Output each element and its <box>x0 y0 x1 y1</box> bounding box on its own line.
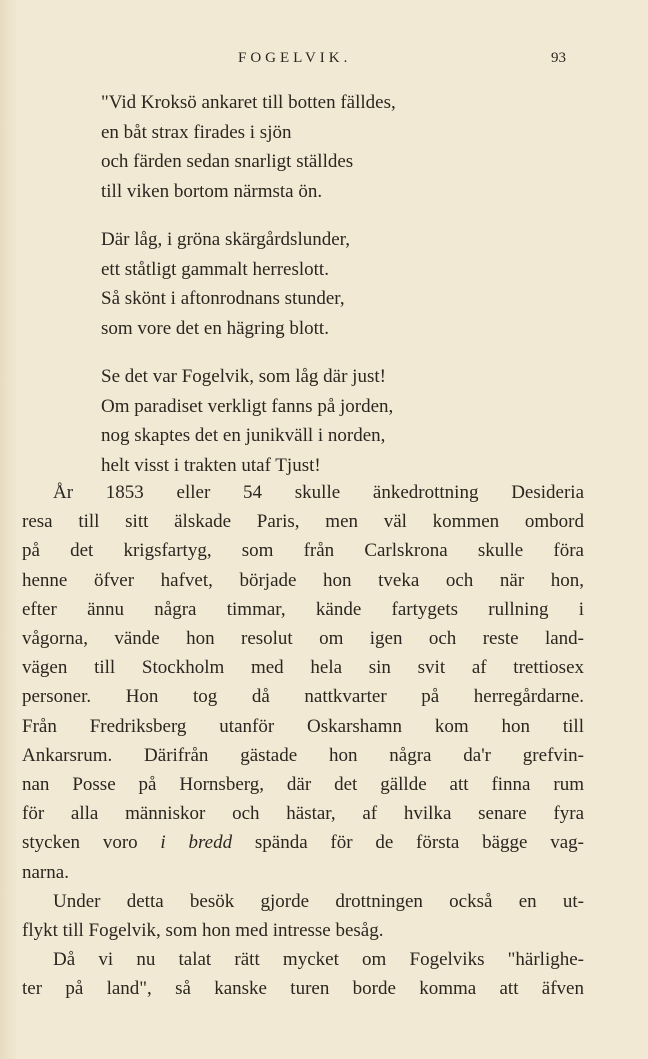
running-title: FOGELVIK. <box>238 50 352 66</box>
text-line: flykt till Fogelvik, som hon med intresse besåg. <box>22 920 384 942</box>
text-line: nan Posse på Hornsberg, där det gällde att finna rum <box>22 774 584 796</box>
text-line: Ankarsrum. Därifrån gästade hon några da'r grefvin- <box>22 744 584 766</box>
poem-line: Där låg, i gröna skärgårdslunder, <box>101 229 350 250</box>
poem-line: ett ståtligt gammalt herreslott. <box>101 258 329 280</box>
poem-line: till viken bortom närmsta ön. <box>101 180 323 202</box>
poem-line: Om paradiset verkligt fanns på jorden, <box>101 395 394 417</box>
poem-line: Se det var Fogelvik, som låg där just! <box>101 366 386 387</box>
poem-line: och färden sedan snarligt ställdes <box>101 151 354 172</box>
stanza <box>101 225 521 343</box>
text-run: stycken voro <box>22 832 161 854</box>
body-text <box>22 478 584 1004</box>
text-line: henne öfver hafvet, började hon tveka och när hon, <box>22 569 584 591</box>
stanza <box>101 362 521 480</box>
text-line <box>22 828 584 857</box>
poem-line: som vore det en hägring blott. <box>101 317 329 339</box>
italic-phrase: i bredd <box>160 832 233 854</box>
text-line: för alla människor och hästar, af hvilka senare fyra <box>22 803 584 825</box>
text-line: på det krigsfartyg, som från Carlskrona skulle föra <box>22 540 584 562</box>
poem-line: "Vid Kroksö ankaret till botten fälldes, <box>101 92 396 113</box>
stanza <box>101 88 521 206</box>
poem-line: Så skönt i aftonrodnans stunder, <box>101 288 345 309</box>
text-line: Då vi nu talat rätt mycket om Fogelviks "härlighe- <box>53 949 584 971</box>
text-line: ter på land", så kanske turen borde komma att äfven <box>22 978 584 1000</box>
page-header <box>0 50 648 74</box>
text-line: Från Fredriksberg utanför Oskarshamn kom hon till <box>22 715 584 737</box>
poem-line: helt visst i trakten utaf Tjust! <box>101 454 321 476</box>
text-line: År 1853 eller 54 skulle änkedrottning Desideria <box>53 482 584 503</box>
text-line: vågorna, vände hon resolut om igen och reste land- <box>22 628 584 650</box>
text-line: efter ännu några timmar, kände fartygets rullning i <box>22 598 584 620</box>
poem <box>101 88 521 499</box>
text-run: spända för de första bägge vag- <box>232 832 585 854</box>
poem-line: en båt strax firades i sjön <box>101 121 292 143</box>
paragraph <box>22 945 584 1003</box>
poem-line: nog skaptes det en junikväll i norden, <box>101 425 386 446</box>
paragraph <box>22 887 584 945</box>
text-line: resa till sitt älskade Paris, men väl kommen ombord <box>22 511 584 533</box>
text-line: Under detta besök gjorde drottningen också en ut- <box>53 890 584 912</box>
text-line: narna. <box>22 861 69 883</box>
page-number: 93 <box>551 50 566 66</box>
paragraph <box>22 478 584 887</box>
text-line: personer. Hon tog då nattkvarter på herregårdarne. <box>22 686 584 708</box>
text-line: vägen till Stockholm med hela sin svit af trettiosex <box>22 657 584 679</box>
